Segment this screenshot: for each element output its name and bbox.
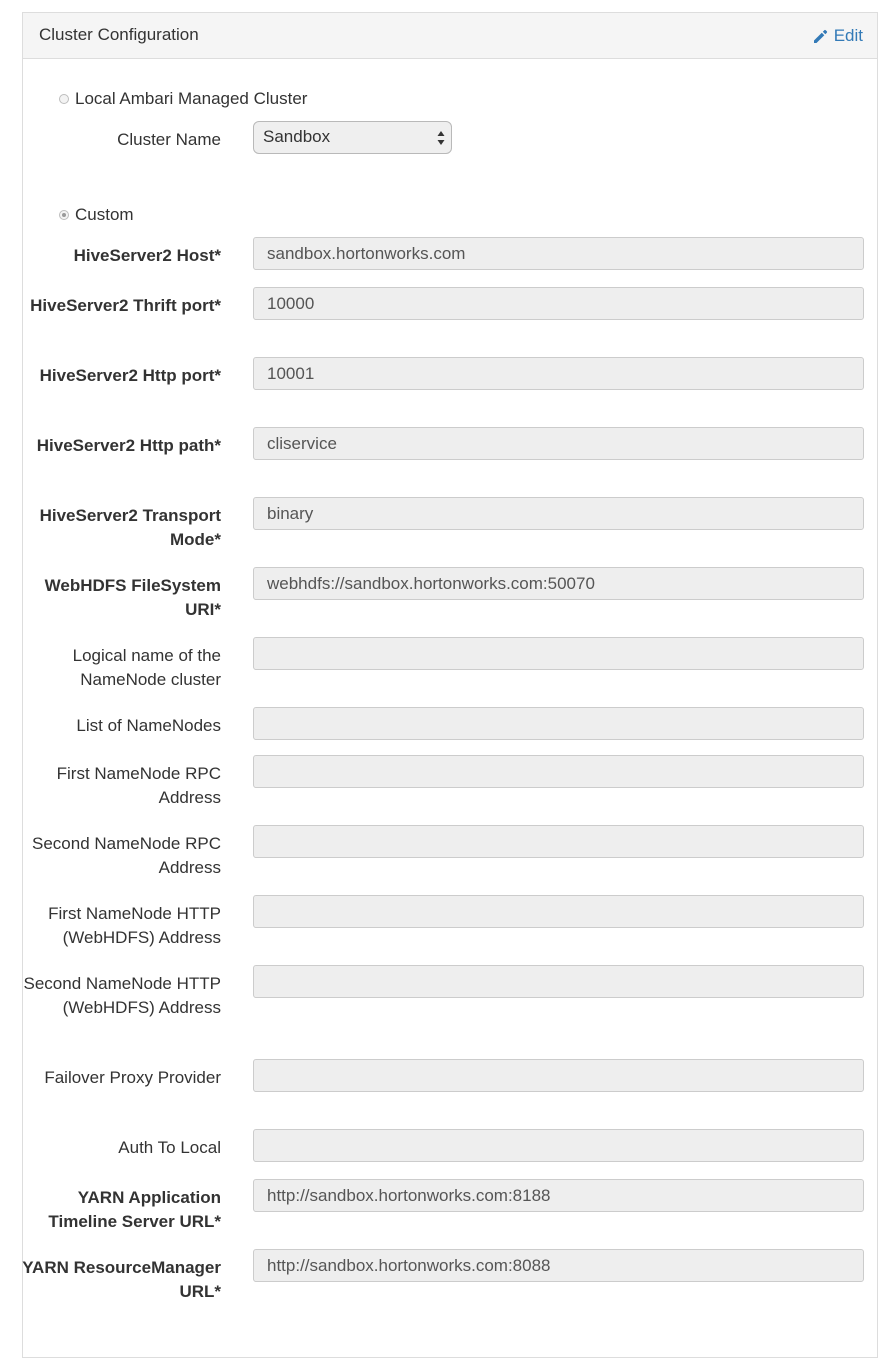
yarn-timeline-server-url-label: YARN Application Timeline Server URL* [48,1188,221,1231]
hiveserver2-http-port-input[interactable] [253,357,864,390]
hiveserver2-host-input[interactable] [253,237,864,270]
custom-label: Custom [75,205,134,224]
first-namenode-rpc-label: First NameNode RPC Address [56,764,221,807]
panel-title: Cluster Configuration [39,25,199,44]
list-of-namenodes-input[interactable] [253,707,864,740]
cluster-configuration-panel [22,12,878,1358]
panel-header [23,13,877,59]
auth-to-local-input[interactable] [253,1129,864,1162]
failover-proxy-provider-label: Failover Proxy Provider [44,1068,221,1087]
second-namenode-rpc-label: Second NameNode RPC Address [32,834,221,877]
pencil-icon [812,28,829,45]
hiveserver2-http-path-input[interactable] [253,427,864,460]
second-namenode-http-label: Second NameNode HTTP (WebHDFS) Address [23,974,221,1017]
hiveserver2-thrift-port-label: HiveServer2 Thrift port* [30,296,221,315]
second-namenode-http-input[interactable] [253,965,864,998]
cluster-name-select[interactable] [253,121,452,154]
custom-option[interactable] [59,205,134,225]
local-cluster-option[interactable] [59,89,307,109]
first-namenode-http-input[interactable] [253,895,864,928]
yarn-resourcemanager-url-input[interactable] [253,1249,864,1282]
hiveserver2-thrift-port-input[interactable] [253,287,864,320]
hiveserver2-transport-mode-label: HiveServer2 Transport Mode* [39,506,221,549]
hiveserver2-http-path-label: HiveServer2 Http path* [36,436,221,455]
first-namenode-rpc-input[interactable] [253,755,864,788]
logical-namenode-cluster-input[interactable] [253,637,864,670]
webhdfs-filesystem-uri-input[interactable] [253,567,864,600]
cluster-name-value: Sandbox [263,127,331,146]
list-of-namenodes-label: List of NameNodes [76,716,221,735]
yarn-timeline-server-url-input[interactable] [253,1179,864,1212]
local-cluster-radio[interactable] [59,94,69,104]
hiveserver2-transport-mode-input[interactable] [253,497,864,530]
auth-to-local-label: Auth To Local [118,1138,221,1157]
webhdfs-filesystem-uri-label: WebHDFS FileSystem URI* [44,576,221,619]
yarn-resourcemanager-url-label: YARN ResourceManager URL* [22,1258,221,1301]
second-namenode-rpc-input[interactable] [253,825,864,858]
first-namenode-http-label: First NameNode HTTP (WebHDFS) Address [48,904,221,947]
hiveserver2-http-port-label: HiveServer2 Http port* [39,366,221,385]
edit-link[interactable] [812,26,863,46]
custom-radio[interactable] [59,210,69,220]
edit-label: Edit [833,26,863,45]
hiveserver2-host-label: HiveServer2 Host* [73,246,221,265]
failover-proxy-provider-input[interactable] [253,1059,864,1092]
cluster-name-label: Cluster Name [117,130,221,149]
logical-namenode-cluster-label: Logical name of the NameNode cluster [72,646,221,689]
select-arrows-icon [437,130,445,146]
local-cluster-label: Local Ambari Managed Cluster [75,89,308,108]
